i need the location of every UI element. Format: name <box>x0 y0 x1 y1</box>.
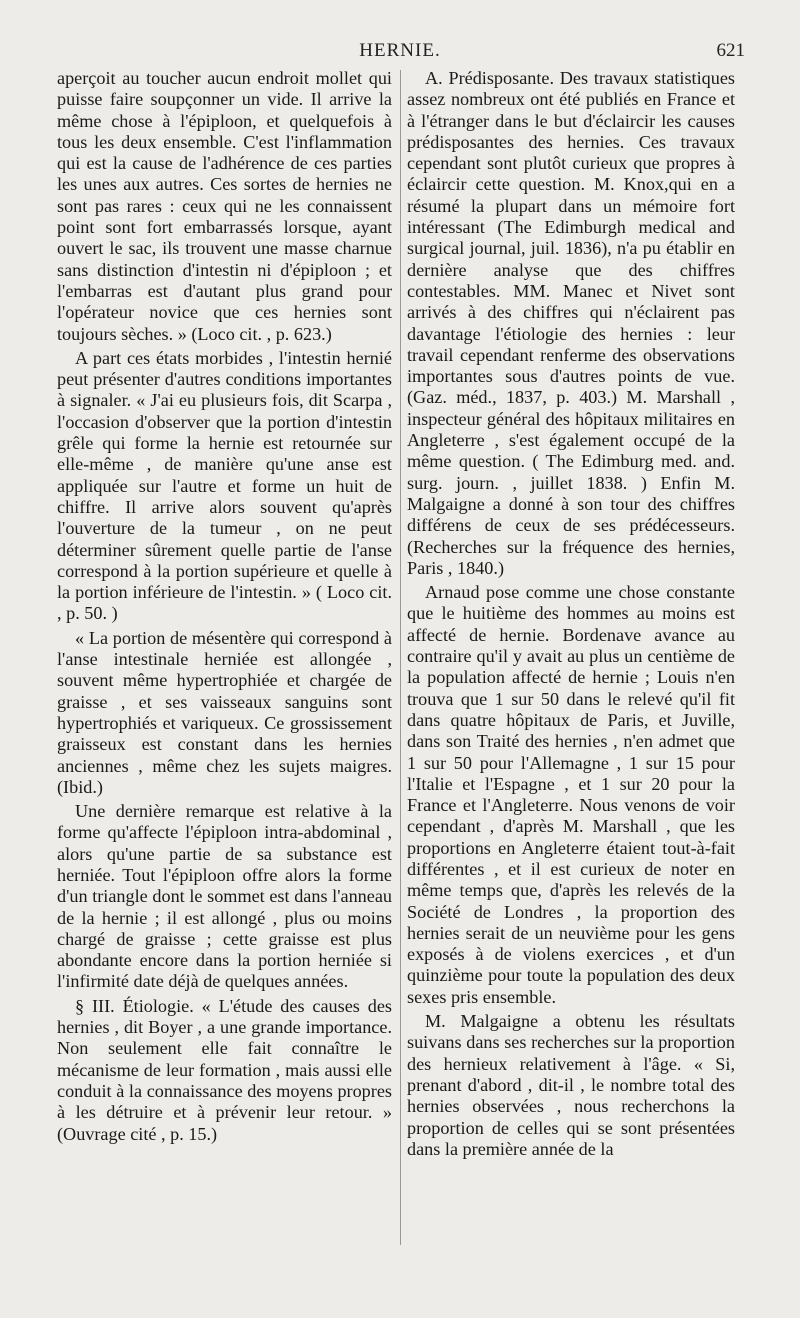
paragraph: aperçoit au toucher aucun endroit mollet qui puisse faire soupçonner un vide. Il arrive la même chose à l'épiploon, et quelquefois à tous les deux ensemble. C'est l'inflammation qui est la cause de l'adhérence de ces parties les unes aux autres. Ces sortes de hernies ne sont pas rares : ceux qui ne les connaissent point sont fort embarrassés lorsque, ayant ouvert le sac, ils trouvent une masse charnue sans distinction d'intestin ni d'épiploon ; et l'embarras est d'autant plus grand pour l'opérateur novice que ces hernies sont toujours sèches. » (Loco cit. , p. 623.) <box>57 68 392 344</box>
paragraph: M. Malgaigne a obtenu les résultats suivans dans ses recherches sur la proportion des hernieux relativement à l'âge. « Si, prenant d'abord , dit-il , le nombre total des hernies observées , nous recherchons la proportion de celles qui se sont présentées dans la première année de la <box>407 1011 735 1159</box>
running-head <box>55 40 745 66</box>
right-column <box>407 68 735 1160</box>
paragraph: § III. Étiologie. « L'étude des causes des hernies , dit Boyer , a une grande importance. Non seulement elle fait connaître le mécanisme de leur formation , mais aussi elle conduit à la connaissance des moyens propres à les détruire et à prévenir leur retour. » (Ouvrage cité , p. 15.) <box>57 995 392 1144</box>
column-divider <box>400 70 401 1245</box>
paragraph: « La portion de mésentère qui correspond à l'anse intestinale herniée est allongée , souvent même hypertrophiée et chargée de graisse , et ses vaisseaux sanguins sont hypertrophiés et variqueux. Ce grossissement graisseux est constant dans les hernies anciennes , même chez les sujets maigres. (Ibid.) <box>57 627 392 797</box>
paragraph: A part ces états morbides , l'intestin hernié peut présenter d'autres conditions importantes à signaler. « J'ai eu plusieurs fois, dit Scarpa , l'occasion d'observer que la portion d'intestin grêle qui forme la hernie est retournée sur elle-même , de manière qu'une anse est appliquée sur l'autre et forme un huit de chiffre. Il arrive alors souvent qu'après l'ouverture de la tumeur , on ne peut déterminer sûrement quelle partie de l'anse correspond à la portion supérieure et quelle à la portion inférieure de l'intestin. » ( Loco cit. , p. 50. ) <box>57 347 392 624</box>
paragraph: Arnaud pose comme une chose constante que le huitième des hommes au moins est affecté de hernie. Bordenave avance au contraire qu'il y avait au plus un centième de la population affecté de hernie ; Louis n'en trouva que 1 sur 50 dans le relevé qu'il fit dans quatre hôpitaux de Paris, et Juville, dans son Traité des hernies , n'en admet que 1 sur 50 pour l'Allemagne , 1 sur 15 pour l'Italie et l'Espagne , et 1 sur 20 pour la France et l'Angleterre. Nous venons de voir cependant , d'après M. Marshall , que les proportions en Angleterre étaient tout-à-fait différentes , et il est curieux de noter en même temps que, d'après les relevés de la Société de Londres , la proportion des hernies serait de un neuvième pour les gens exposés à de violens exercices , et d'un quinzième pour toute la population des deux sexes pris ensemble. <box>407 582 735 1007</box>
paragraph: A. Prédisposante. Des travaux statistiques assez nombreux ont été publiés en France et à l'étranger dans le but d'éclaircir les causes prédisposantes des hernies. Ces travaux cependant sont plutôt curieux que propres à éclaircir cette question. M. Knox,qui en a résumé la plupart dans un mémoire fort intéressant (The Edimburgh medical and surgical journal, juil. 1836), n'a pu établir en dernière analyse que des chiffres contestables. MM. Manec et Nivet sont arrivés à des chiffres qui n'éclairent pas davantage l'étiologie des hernies : leur travail cependant renferme des observations importantes sous d'autres points de vue. (Gaz. méd., 1837, p. 403.) M. Marshall , inspecteur général des hôpitaux militaires en Angleterre , s'est également occupé de la même question. ( The Edimburg med. and. surg. journ. , juillet 1838. ) Enfin M. Malgaigne a donné à son tour des chiffres différens de ceux de ses prédécesseurs. (Recherches sur la fréquence des hernies, Paris , 1840.) <box>407 68 735 578</box>
running-title: HERNIE. <box>359 40 441 61</box>
paragraph: Une dernière remarque est relative à la forme qu'affecte l'épiploon intra-abdominal , alors qu'une partie de sa substance est herniée. Tout l'épiploon offre alors la forme d'un triangle dont le sommet est dans l'anneau de la hernie ; il est allongé , plus ou moins chargé de graisse ; cette graisse est plus abondante encore dans la portion herniée si l'infirmité date déjà de quelques années. <box>57 801 392 992</box>
left-column <box>57 68 392 1145</box>
page-number: 621 <box>716 40 745 61</box>
